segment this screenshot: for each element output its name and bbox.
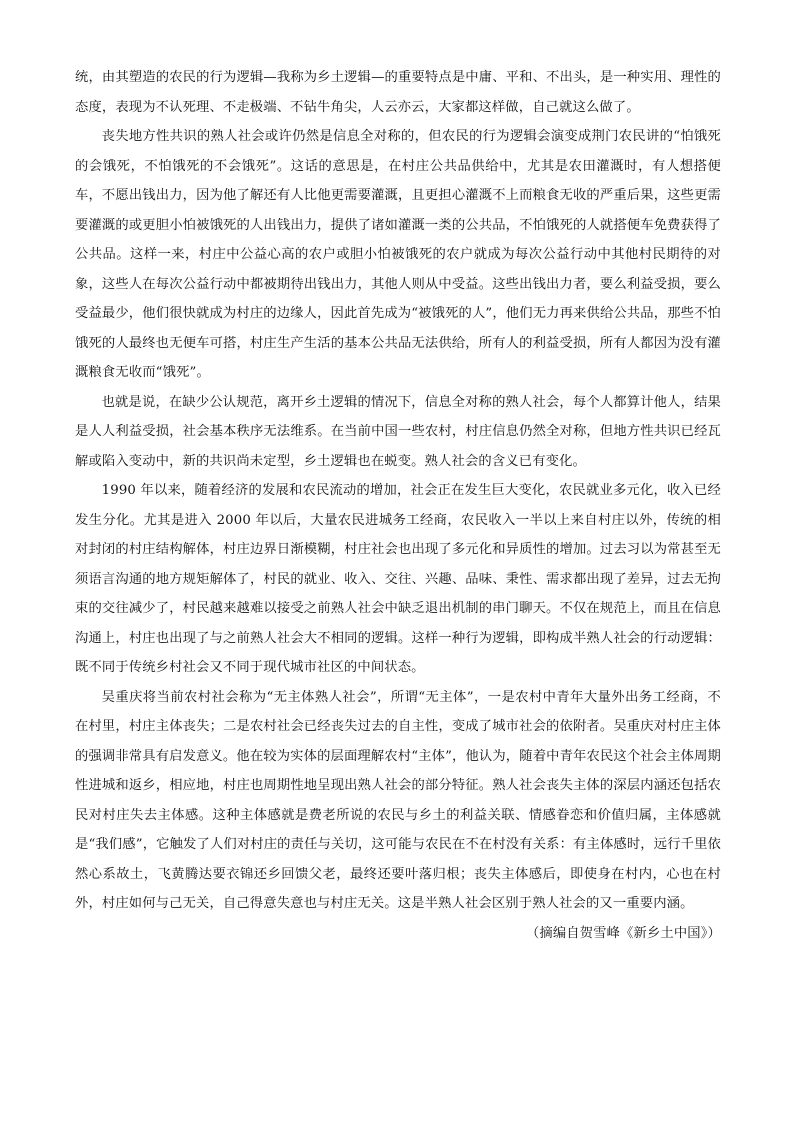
paragraph-1: 统，由其塑造的农民的行为逻辑—我称为乡土逻辑—的重要特点是中庸、平和、不出头，是一种实用、理性的态度，表现为不认死理、不走极端、不钻牛角尖，人云亦云，大家都这样做，自己就这么做了。 bbox=[75, 70, 721, 115]
paragraph-5: 吴重庆将当前农村社会称为“无主体熟人社会”，所谓“无主体”，一是农村中青年大量外出务工经商，不在村里，村庄主体丧失；二是农村社会已经丧失过去的自主性，变成了城市社会的依附者。吴重庆对村庄主体的强调非常具有启发意义。他在较为实体的层面理解农村“主体”，他认为，随着中青年农民这个社会主体周期性进城和返乡，相应地，村庄也周期性地呈现出熟人社会的部分特征。熟人社会丧失主体的深层内涵还包括农民对村庄失去主体感。这种主体感就是费老所说的农民与乡土的利益关联、情感眷恋和价值归属，主体感就是“我们感”，它触发了人们对村庄的责任与关切，这可能与农民在不在村没有关系：有主体感时，远行千里依然心系故土，飞黄腾达要衣锦还乡回馈父老，最终还要叶落归根；丧失主体感后，即使身在村内，心也在村外，村庄如何与己无关，自己得意失意也与村庄无关。这是半熟人社会区别于熟人社会的又一重要内涵。 bbox=[75, 689, 721, 911]
paragraph-2: 丧失地方性共识的熟人社会或许仍然是信息全对称的，但农民的行为逻辑会演变成荆门农民讲的“怕饿死的会饿死，不怕饿死的不会饿死”。这话的意思是，在村庄公共品供给中，尤其是农田灌溉时，有人想搭便车，不愿出钱出力，因为他了解还有人比他更需要灌溉，且更担心灌溉不上而粮食无收的严重后果，这些更需要灌溉的或更胆小怕被饿死的人出钱出力，提供了诸如灌溉一类的公共品，不怕饿死的人就搭便车免费获得了公共品。这样一来，村庄中公益心高的农户或胆小怕被饿死的农户就成为每次公益行动中其他村民期待的对象，这些人在每次公益行动中都被期待出钱出力，其他人则从中受益。这些出钱出力者，要么利益受损，要么受益最少，他们很快就成为村庄的边缘人，因此首先成为“被饿死的人”，他们无力再来供给公共品，那些不怕饿死的人最终也无便车可搭，村庄生产生活的基本公共品无法供给，所有人的利益受损，所有人都因为没有灌溉粮食无收而“饿死”。 bbox=[75, 129, 721, 380]
paragraph-4: 1990 年以来，随着经济的发展和农民流动的增加，社会正在发生巨大变化，农民就业多元化，收入已经发生分化。尤其是进入 2000 年以后，大量农民进城务工经商，农民收入一半以上来自村庄以外，传统的相对封闭的村庄结构解体，村庄边界日渐模糊，村庄社会也出现了多元化和异质性的增加。过去习以为常甚至无须语言沟通的地方规矩解体了，村民的就业、收入、交往、兴趣、品味、秉性、需求都出现了差异，过去无拘束的交往减少了，村民越来越难以接受之前熟人社会中缺乏退出机制的串门聊天。不仅在规范上，而且在信息沟通上，村庄也出现了与之前熟人社会大不相同的逻辑。这样一种行为逻辑，即构成半熟人社会的行动逻辑：既不同于传统乡村社会又不同于现代城市社区的中间状态。 bbox=[75, 483, 721, 675]
source-citation: （摘编自贺雪峰《新乡土中国》） bbox=[525, 925, 721, 941]
article-body bbox=[75, 63, 721, 948]
paragraph-3: 也就是说，在缺少公认规范，离开乡土逻辑的情况下，信息全对称的熟人社会，每个人都算计他人，结果是人人利益受损，社会基本秩序无法维系。在当前中国一些农村，村庄信息仍然全对称，但地方性共识已经瓦解或陷入变动中，新的共识尚未定型，乡土逻辑也在蜕变。熟人社会的含义已有变化。 bbox=[75, 394, 721, 469]
